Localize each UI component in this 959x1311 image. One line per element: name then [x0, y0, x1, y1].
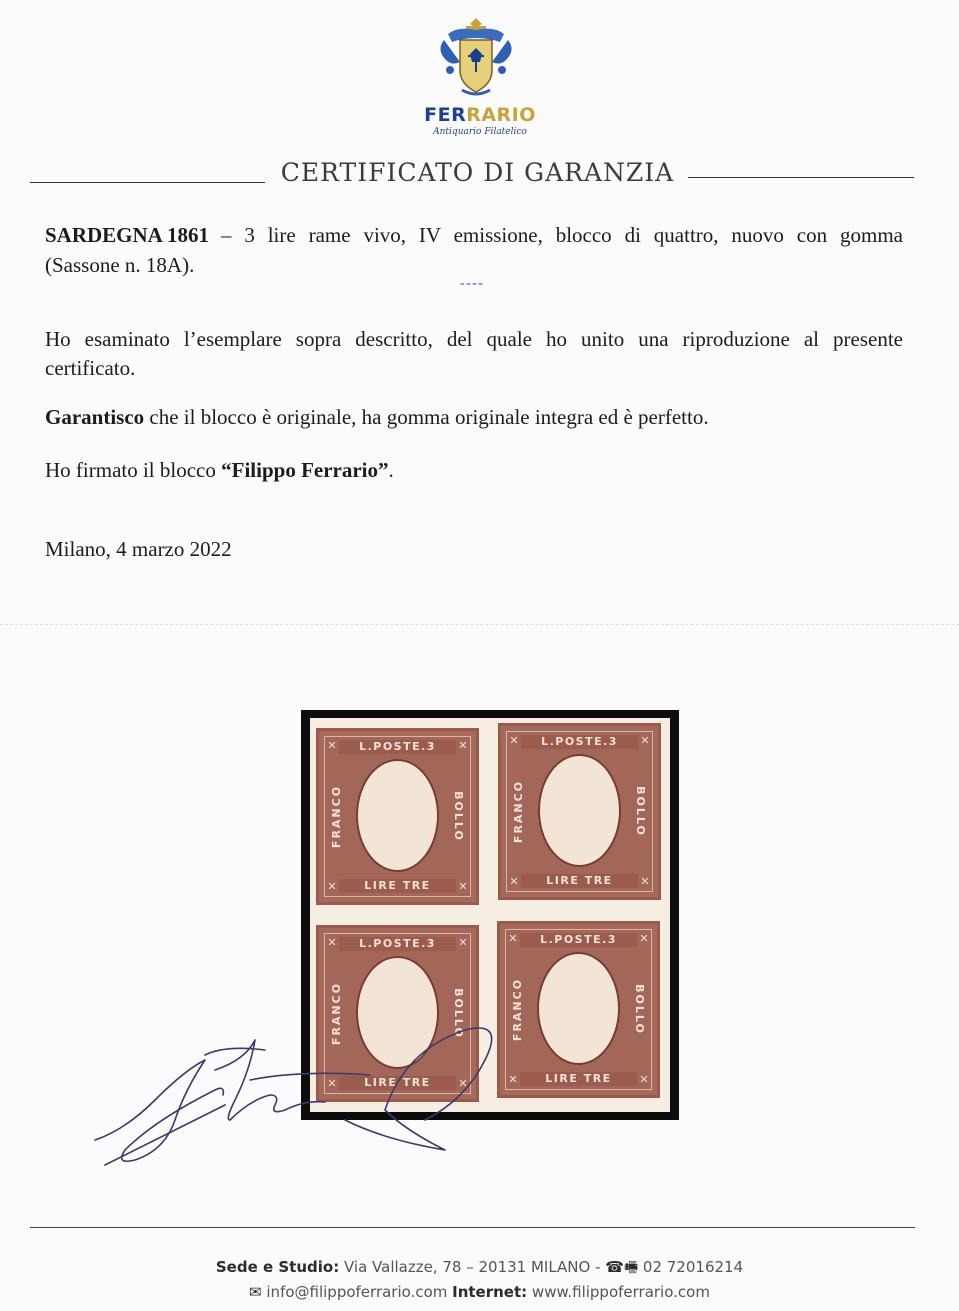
- handwritten-signature: [85, 1000, 505, 1180]
- signature-statement-start: Ho firmato il blocco: [45, 458, 222, 482]
- brand-name: [380, 104, 580, 126]
- guarantee-bold: Garantisco: [45, 405, 145, 429]
- footer-rule: [30, 1227, 915, 1228]
- stamp-corner: ✕: [458, 1077, 468, 1090]
- signature-statement: [45, 455, 903, 485]
- mail-icon: ✉: [249, 1283, 262, 1301]
- title-rule-left: [30, 182, 265, 183]
- stamp-embossed-oval: [356, 759, 439, 872]
- stamp-top-left: [316, 728, 479, 905]
- stamp-embossed-oval: [537, 952, 620, 1065]
- brand-name-part2: RARIO: [466, 104, 536, 126]
- stamp-right-label: BOLLO: [451, 987, 465, 1039]
- stamp-left-text: [330, 761, 344, 871]
- footer-address: [0, 1257, 959, 1282]
- stamp-right-text: [632, 954, 646, 1064]
- fold-line: [0, 624, 959, 625]
- stamp-bottom-text: LIRE TRE: [520, 1072, 637, 1086]
- studio-address: Via Vallazze, 78 – 20131 MILANO -: [339, 1258, 606, 1276]
- stamp-corner: ✕: [508, 1073, 518, 1086]
- stamp-left-label: FRANCO: [511, 977, 525, 1041]
- stamp-corner: ✕: [639, 932, 649, 945]
- stamp-corner: ✕: [327, 739, 337, 752]
- stamp-corner: ✕: [458, 880, 468, 893]
- stamp-corner: ✕: [458, 739, 468, 752]
- footer-contacts: [0, 1283, 959, 1301]
- stamp-top-right: [498, 723, 661, 900]
- stamp-left-text: [511, 954, 525, 1064]
- lot-title: SARDEGNA 1861: [45, 223, 209, 247]
- stamp-corner: ✕: [327, 1077, 337, 1090]
- brand-tagline: Antiquario Filatelico: [433, 127, 527, 137]
- stamp-bottom-right: [497, 921, 660, 1098]
- stamp-right-text: [451, 761, 465, 871]
- stamp-top-text: L.POSTE.3: [339, 740, 456, 754]
- signature-statement-name: “Filippo Ferrario”: [221, 458, 389, 482]
- stamp-embossed-oval: [538, 754, 621, 867]
- stamp-corner: ✕: [640, 875, 650, 888]
- stamp-top-text: L.POSTE.3: [339, 937, 456, 951]
- brand-name-part1: FER: [424, 104, 467, 126]
- certificate-title: CERTIFICATO DI GARANZIA: [280, 158, 675, 187]
- stamp-right-label: BOLLO: [633, 785, 647, 837]
- stamp-left-label: FRANCO: [512, 779, 526, 843]
- stamp-corner: ✕: [640, 734, 650, 747]
- lot-details: – 3 lire rame vivo, IV emissione, blocco di quattro, nuovo con gomma: [220, 223, 903, 247]
- website-link[interactable]: www.filippoferrario.com: [527, 1283, 710, 1301]
- examination-text-line2: certificato.: [45, 356, 136, 380]
- stamp-top-text: L.POSTE.3: [520, 933, 637, 947]
- stamp-left-label: FRANCO: [330, 784, 344, 848]
- stamp-bottom-text: LIRE TRE: [339, 879, 456, 893]
- place-date: Milano, 4 marzo 2022: [45, 537, 232, 561]
- examination-text-line1: Ho esaminato l’esemplare sopra descritto, del quale ho unito una riproduzione al presente: [45, 327, 903, 351]
- guarantee-rest: che il blocco è originale, ha gomma originale integra ed è perfetto.: [144, 405, 709, 429]
- stamp-right-text: [633, 756, 647, 866]
- guarantee-text: [45, 402, 903, 432]
- stamp-bottom-text: LIRE TRE: [521, 874, 638, 888]
- internet-label: Internet:: [452, 1283, 528, 1301]
- ferrario-crest-logo: [436, 14, 516, 104]
- signature-statement-end: .: [388, 458, 394, 482]
- lot-description-line1: [45, 220, 903, 250]
- stamp-right-label: BOLLO: [632, 983, 646, 1035]
- stamp-bottom-text: LIRE TRE: [339, 1076, 456, 1090]
- stamp-corner: ✕: [509, 875, 519, 888]
- stamp-left-text: [512, 756, 526, 866]
- lot-description-line2: (Sassone n. 18A).: [45, 253, 195, 277]
- stamp-left-label: FRANCO: [330, 981, 344, 1045]
- stamp-corner: ✕: [458, 936, 468, 949]
- separator: ----: [459, 276, 485, 292]
- stamp-right-label: BOLLO: [451, 790, 465, 842]
- title-rule-right: [688, 177, 914, 178]
- stamp-corner: ✕: [508, 932, 518, 945]
- stamp-corner: ✕: [639, 1073, 649, 1086]
- phone-number: 02 72016214: [638, 1258, 744, 1276]
- studio-label: Sede e Studio:: [215, 1258, 340, 1276]
- email-link[interactable]: info@filippoferrario.com: [261, 1283, 453, 1301]
- stamp-corner: ✕: [327, 880, 337, 893]
- phone-fax-icon: ☎🖷: [605, 1258, 639, 1276]
- stamp-corner: ✕: [509, 734, 519, 747]
- stamp-corner: ✕: [327, 936, 337, 949]
- stamp-top-text: L.POSTE.3: [521, 735, 638, 749]
